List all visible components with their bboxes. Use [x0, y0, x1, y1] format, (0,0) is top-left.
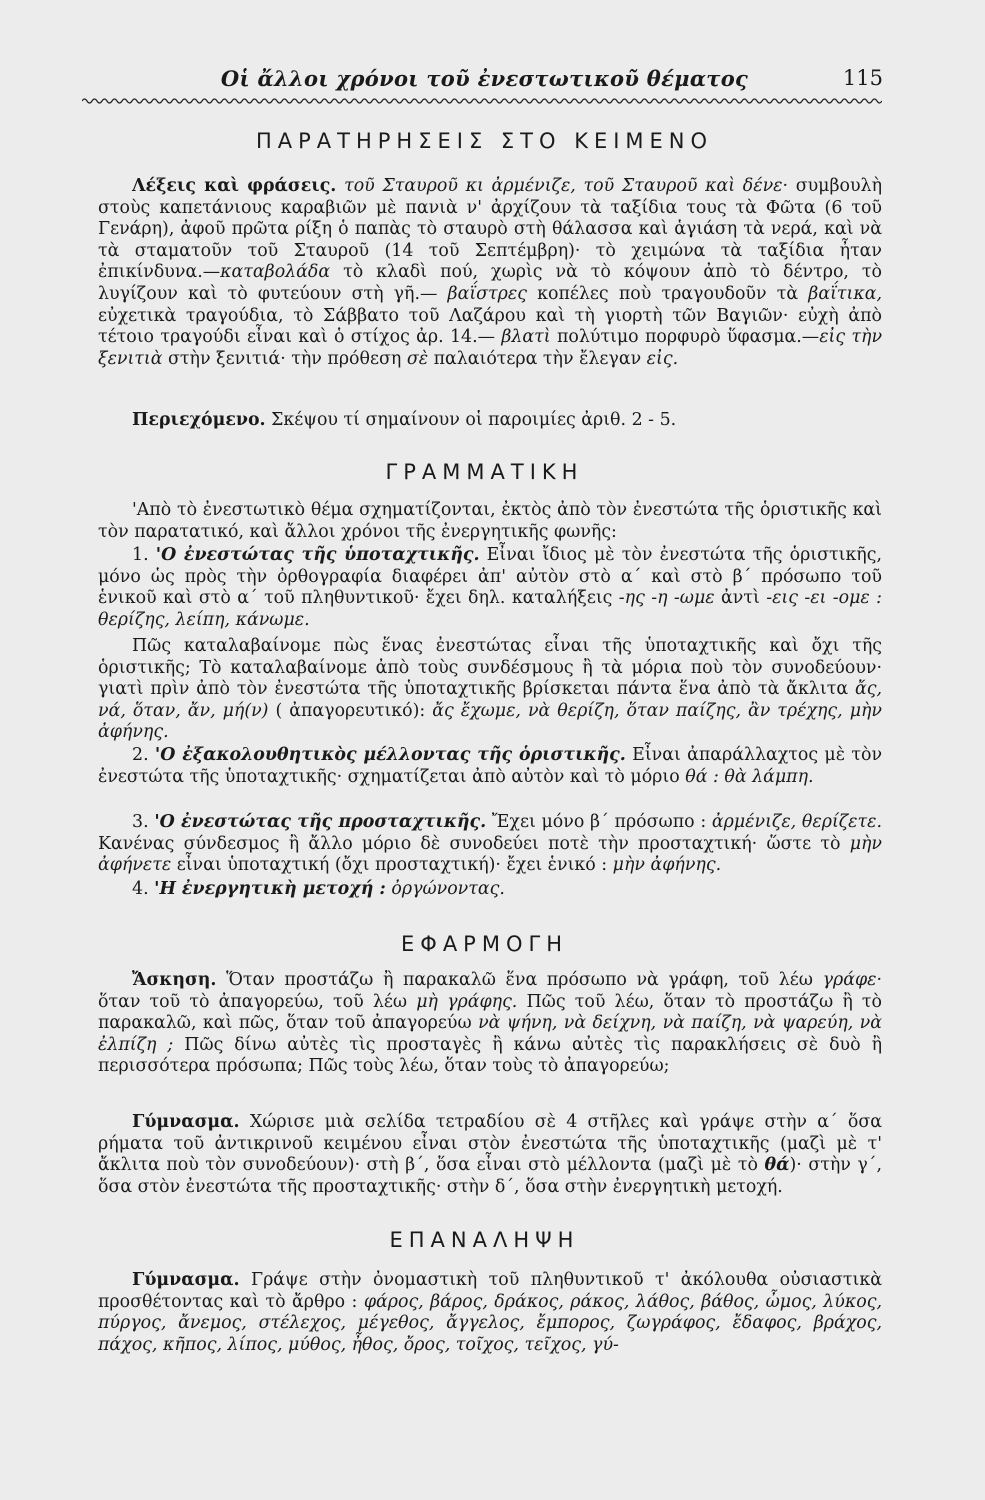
header-title: Οἱ ἄλλοι χρόνοι τοῦ ἐνεστωτικοῦ θέματος: [220, 66, 749, 91]
text-run: Περιεχόμενο.: [132, 410, 266, 430]
text-run: Ἄσκηση.: [132, 970, 217, 990]
text-run: 'Η ἐνεργητικὴ μετοχή :: [154, 879, 386, 899]
text-run: Πῶς τοῦ λέω, ὅταν τὸ προστάζω ἢ τὸ παρακαλῶ, καὶ πῶς, ὅταν τοῦ ἀπαγορεύω: [98, 991, 883, 1034]
text-run: ὅταν τοῦ τὸ ἀπαγορεύω, τοῦ λέω: [98, 991, 417, 1012]
text-run: Πῶς καταλαβαίνομε πὼς ἕνας ἐνεστώτας εἶναι τῆς ὑποταχτικῆς καὶ ὄχι τῆς ὁριστικῆς; Τὸ καταλαβαίνομε ἀπὸ τοὺς συνδέσμους ἢ τὰ μόρια ποὺ τὸν συνοδεύουν· γιατὶ πρὶν ἀπὸ τὸν ἐνεστώτα τῆς ὑποταχτικῆς βρίσκεται πάντα ἕνα ἀπὸ τὰ ἄκλιτα: [98, 636, 882, 700]
text-run: συμβουλὴ στοὺς καπετάνιους καραβιῶν μὲ πανιὰ ν' ἀρχίζουν τὰ ταξίδια τους τὰ Φῶτα (6 τοῦ Γενάρη), ἀφοῦ πρῶτα ρίξη ὁ παπὰς τὸ σταυρὸ στὴ θάλασσα καὶ ἁγιάση τὰ νερά, καὶ νὰ τὰ σταματοῦν τοῦ Σταυροῦ (14 τοῦ Σεπτέμβρη)· τὸ χειμώνα τὰ ταξίδια ἦταν ἐπικίνδυνα.—: [98, 176, 882, 283]
text-run: θά: [764, 1155, 790, 1176]
text-run: Χώρισε μιὰ σελίδα τετραδίου σὲ 4 στῆλες καὶ γράψε στὴν α΄ ὅσα ρήματα τοῦ ἀντικρινοῦ κειμένου εἶναι στὸν ἐνεστώτα τῆς ὑποταχτικῆς (μαζὶ μὲ τ' ἄκλιτα ποὺ τὸν συνοδεύουν)· στὴ β΄, ὅσα εἶναι στὸ μέλλοντα (μαζὶ μὲ τὸ: [98, 1112, 882, 1176]
text-run: Εἶναι ἀπαράλλαχτος μὲ τὸν ἐνεστώτα τῆς ὑποταχτικῆς· σχηματίζεται ἀπὸ αὐτὸν καὶ τὸ μόριο: [98, 745, 883, 787]
text-run: Κανένας σύνδεσμος ἢ ἄλλο μόριο δὲ συνοδεύει ποτὲ τὴν προσταχτική· ὥστε τὸ: [98, 833, 850, 854]
text-run: τοῦ Σταυροῦ κι ἀρμένιζε, τοῦ Σταυροῦ καὶ δένε·: [344, 176, 789, 196]
text-run: 3.: [132, 812, 155, 832]
review-practice-paragraph: [98, 1270, 882, 1356]
heading-notes: ΠΑΡΑΤΗΡΗΣΕΙΣ ΣΤΟ ΚΕΙΜΕΝΟ: [255, 129, 714, 153]
text-run: εἰς.: [646, 348, 679, 369]
text-run: Ὅταν προστάζω ἢ παρακαλῶ ἕνα πρόσωπο νὰ γράφη, τοῦ λέω: [216, 970, 823, 990]
text-run: Γύμνασμα.: [132, 1270, 240, 1290]
text-run: ἀρμένιζε, θερίζετε.: [711, 812, 882, 832]
text-run: 'Ο ἐνεστώτας τῆς ὑποταχτικῆς.: [155, 545, 480, 565]
grammar-item-1: [98, 545, 882, 631]
text-run: ἀντὶ: [714, 588, 767, 609]
wavy-rule: [82, 96, 882, 106]
text-run: Εἶναι ἴδιος μὲ τὸν ἐνεστώτα τῆς ὁριστικῆς, μόνο ὡς πρὸς τὴν ὀρθογραφία διαφέρει ἀπ' αὐτὸν στὸ α΄ καὶ στὸ β΄ πρόσωπο τοῦ ἑνικοῦ καὶ στὸ α΄ τοῦ πληθυντικοῦ· ἔχει δηλ. καταλήξεις: [98, 545, 882, 609]
text-run: Γράψε στὴν ὀνομαστικὴ τοῦ πληθυντικοῦ τ' ἀκόλουθα οὐσιαστικὰ προσθέτοντας καὶ τὸ ἄρθρο :: [98, 1270, 882, 1312]
grammar-item-2: [98, 745, 882, 788]
text-run: ὀργώνοντας.: [391, 879, 505, 899]
text-run: )· στὴν γ΄, ὅσα στὸν ἐνεστώτα τῆς προσταχτικῆς· στὴν δ΄, ὅσα στὴν ἐνεργητικὴ μετοχή.: [98, 1155, 883, 1197]
text-run: Γύμνασμα.: [132, 1112, 240, 1132]
page-number: 115: [842, 66, 883, 90]
text-run: φάρος, βάρος, δράκος, ράκος, λάθος, βάθος, ὦμος, λύκος, πύργος, ἄνεμος, στέλεχος, μέγεθος, ἄγγελος, ἔμπορος, ζωγράφος, ἔδαφος, βράχος, πάχος, κῆπος, λίπος, μύθος, ἦθος, ὄρος, τοῖχος, τεῖχος, γύ-: [98, 1291, 882, 1355]
text-run: εὐχετικὰ τραγούδια, τὸ Σάββατο τοῦ Λαζάρου καὶ τὴ γιορτὴ τῶν Βαγιῶν· εὐχὴ ἀπὸ τέτοιο τραγούδι εἶναι καὶ ὁ στίχος ἀρ. 14.—: [98, 305, 882, 348]
notes-content-paragraph: [98, 410, 882, 432]
grammar-intro-paragraph: [98, 500, 882, 543]
text-run: -ης -η -ωμε: [618, 588, 715, 609]
text-run: ἄς ἔχωμε, νὰ θερίζη, ὅταν παίζης, ἂν τρέχης, μὴν ἀφήνης.: [98, 700, 882, 743]
text-run: εἰς τὴν ξενιτιὰ: [98, 327, 883, 369]
text-run: Ἔχει μόνο β΄ πρόσωπο :: [486, 812, 712, 832]
text-run: βαΐστρες: [447, 283, 527, 304]
text-run: 4.: [132, 879, 155, 899]
running-header: [86, 66, 883, 98]
text-run: 'Ο ἐνεστώτας τῆς προσταχτικῆς.: [154, 812, 487, 832]
text-run: μὴ γράφης.: [416, 991, 518, 1012]
text-run: κοπέλες ποὺ τραγουδοῦν τὰ: [526, 283, 809, 304]
text-run: μὴν ἀφήνετε: [98, 833, 882, 876]
text-run: Πῶς δίνω αὐτὲς τὶς προσταγὲς ἢ κάνω αὐτὲς τὶς παρακλήσεις σὲ δυὸ ἢ περισσότερα πρόσωπα; Πῶς τοὺς λέω, ὅταν τοὺς τὸ ἀπαγορεύω;: [98, 1034, 882, 1077]
text-run: πολύτιμο πορφυρὸ ὕφασμα.—: [550, 327, 820, 348]
text-run: 'Απὸ τὸ ἐνεστωτικὸ θέμα σχηματίζονται, ἐκτὸς ἀπὸ τὸν ἐνεστώτα τῆς ὁριστικῆς καὶ τὸν παρατατικό, καὶ ἄλλοι χρόνοι τῆς ἐνεργητικῆς φωνῆς:: [98, 500, 882, 542]
text-run: Σκέψου τί σημαίνουν οἱ παροιμίες ἀριθ. 2 - 5.: [265, 410, 677, 430]
text-run: σὲ: [406, 348, 429, 369]
grammar-item-3: [98, 812, 882, 877]
text-run: [336, 176, 344, 196]
text-run: βαΐτικα,: [808, 283, 882, 304]
text-run: γράφε·: [822, 970, 882, 990]
exercise-paragraph: [98, 970, 882, 1078]
text-run: νὰ ψήνη, νὰ δείχνη, νὰ παίζη, νὰ ψαρεύη, νὰ ἐλπίζη ;: [98, 1013, 882, 1055]
notes-words-paragraph: [98, 176, 882, 370]
practice-paragraph: [98, 1112, 882, 1198]
text-run: τὸ κλαδὶ πού, χωρὶς νὰ τὸ κόψουν ἀπὸ τὸ δέντρο, τὸ λυγίζουν καὶ τὸ φυτεύουν στὴ γῆ.—: [98, 262, 882, 304]
text-run: -εις -ει -ομε : θερίζης, λείπη, κάνωμε.: [98, 588, 883, 630]
heading-review: ΕΠΑΝΑΛΗΨΗ: [389, 1228, 580, 1252]
text-run: 'Ο ἐξακολουθητικὸς μέλλοντας τῆς ὁριστικῆς.: [154, 745, 626, 765]
text-run: θά : θὰ λάμπη.: [685, 766, 814, 787]
text-run: ( ἀπαγορευτικό):: [268, 700, 433, 721]
text-run: ἄς, νά, ὅταν, ἄν, μή(ν): [98, 679, 882, 721]
text-run: βλατὶ: [501, 327, 551, 348]
grammar-explanation-paragraph: [98, 636, 882, 744]
text-run: Λέξεις καὶ φράσεις.: [132, 176, 337, 196]
text-run: καταβολάδα: [220, 262, 331, 283]
text-run: μὴν ἀφήνης.: [612, 855, 722, 876]
text-run: εἶναι ὑποταχτική (ὄχι προσταχτική)· ἔχει ἑνικό :: [171, 855, 613, 876]
text-run: στὴν ξενιτιά· τὴν πρόθεση: [162, 348, 407, 369]
heading-grammar: ΓΡΑΜΜΑΤΙΚΗ: [385, 460, 584, 484]
text-run: παλαιότερα τὴν ἔλεγαν: [428, 348, 647, 369]
heading-application: ΕΦΑΡΜΟΓΗ: [401, 932, 568, 956]
grammar-item-4: [98, 879, 882, 901]
text-run: 2.: [132, 745, 155, 765]
text-run: 1.: [132, 545, 156, 565]
